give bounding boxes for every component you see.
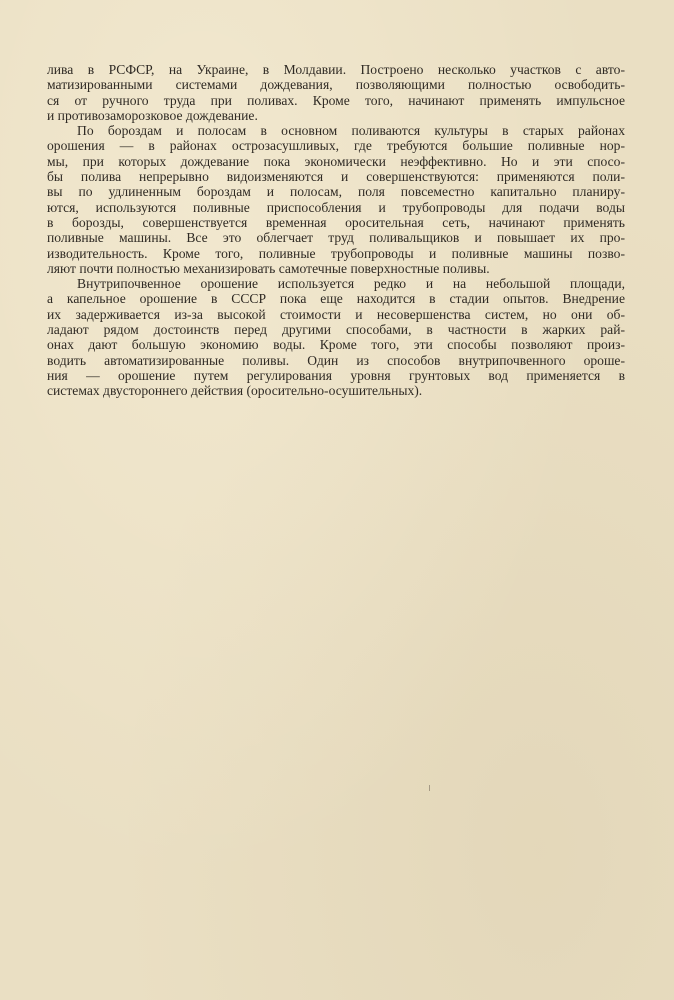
paragraph-2: [47, 123, 625, 276]
text-line: матизированными системами дождевания, позволяющими полностью освободить-: [47, 77, 625, 93]
body-text: [47, 62, 625, 399]
text-line: системах двустороннего действия (оросительно-осушительных).: [47, 383, 423, 399]
text-line: мы, при которых дождевание пока экономически неэффективно. Но и эти спосо-: [47, 153, 625, 169]
paper-speck: [429, 785, 430, 791]
text-line: ния — орошение путем регулирования уровня грунтовых вод применяется в: [47, 367, 625, 383]
text-line: в борозды, совершенствуется временная оросительная сеть, начинают применять: [47, 214, 625, 230]
text-line: поливные машины. Все это облегчает труд поливальщиков и повышает их про-: [47, 230, 625, 246]
text-line: По бороздам и полосам в основном поливаются культуры в старых районах: [77, 123, 625, 139]
text-line: и противозаморозковое дождевание.: [47, 107, 258, 123]
text-line: ются, используются поливные приспособления и трубопроводы для подачи воды: [47, 199, 625, 215]
text-line: орошения — в районах острозасушливых, где требуются большие поливные нор-: [47, 138, 625, 154]
text-line: онах дают большую экономию воды. Кроме того, эти способы позволяют произ-: [47, 337, 625, 353]
paragraph-1: [47, 62, 625, 123]
paragraph-3: [47, 276, 625, 398]
text-line: водить автоматизированные поливы. Один из способов внутрипочвенного ороше-: [47, 352, 625, 368]
text-line: изводительность. Кроме того, поливные трубопроводы и поливные машины позво-: [47, 245, 625, 261]
text-line: бы полива непрерывно видоизменяются и совершенствуются: применяются поли-: [47, 169, 625, 185]
text-line: лива в РСФСР, на Украине, в Молдавии. Построено несколько участков с авто-: [47, 62, 625, 77]
text-line: ляют почти полностью механизировать самотечные поверхностные поливы.: [47, 260, 490, 276]
text-line: ладают рядом достоинств перед другими способами, в частности в жарких рай-: [47, 322, 625, 338]
text-line: ся от ручного труда при поливах. Кроме того, начинают применять импульсное: [47, 92, 625, 108]
text-line: вы по удлиненным бороздам и полосам, поля повсеместно капитально планиру-: [47, 184, 625, 200]
text-line: а капельное орошение в СССР пока еще находится в стадии опытов. Внедрение: [47, 291, 625, 307]
text-line: их задерживается из-за высокой стоимости и несовершенства систем, но они об-: [47, 306, 625, 322]
text-line: Внутрипочвенное орошение используется редко и на небольшой площади,: [77, 276, 625, 292]
